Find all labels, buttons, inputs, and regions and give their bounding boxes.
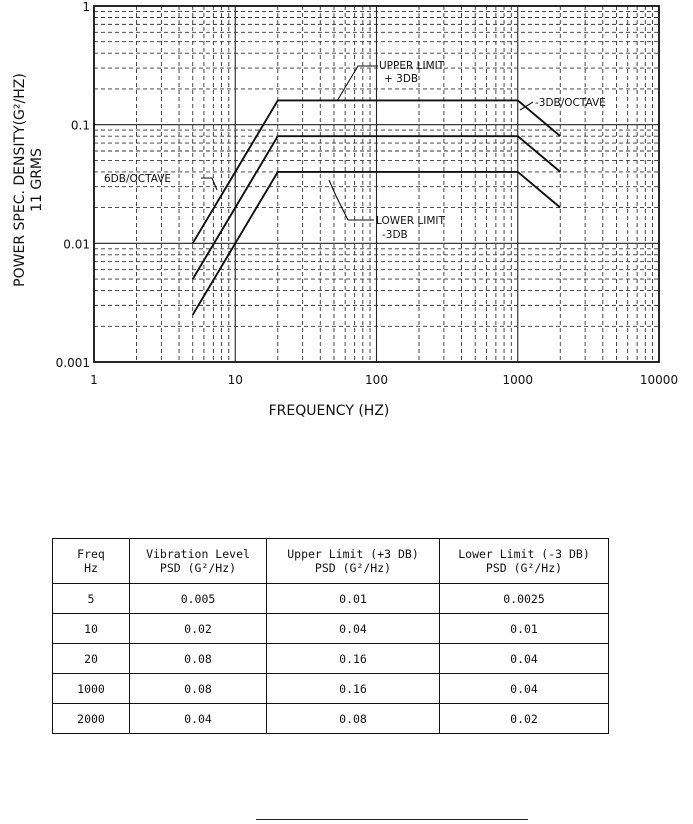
y-axis-label: POWER SPEC. DENSITY(G²/HZ) bbox=[12, 73, 28, 287]
annotation-upper-limit: UPPER LIMIT bbox=[379, 60, 445, 72]
header-freq: Freq Hz bbox=[53, 539, 130, 584]
cell-upper: 0.04 bbox=[267, 614, 440, 644]
lower-limit-leader bbox=[329, 180, 374, 220]
x-tick-labels bbox=[90, 373, 678, 387]
annotation-lower-limit-db: -3DB bbox=[382, 229, 408, 241]
cell-upper: 0.08 bbox=[267, 704, 440, 734]
table-row bbox=[53, 644, 609, 674]
cell-lower: 0.01 bbox=[440, 614, 609, 644]
x-tick-label: 100 bbox=[365, 373, 388, 387]
cell-vibration: 0.005 bbox=[130, 584, 267, 614]
table-row bbox=[53, 614, 609, 644]
header-lower-limit: Lower Limit (-3 DB) PSD (G²/Hz) bbox=[440, 539, 609, 584]
rampup-leader bbox=[201, 178, 217, 190]
table-row bbox=[53, 584, 609, 614]
header-upper-limit: Upper Limit (+3 DB) PSD (G²/Hz) bbox=[267, 539, 440, 584]
cell-upper: 0.16 bbox=[267, 674, 440, 704]
x-tick-label: 1000 bbox=[502, 373, 534, 387]
upper-limit-leader bbox=[337, 66, 378, 101]
cell-lower: 0.02 bbox=[440, 704, 609, 734]
y-tick-labels bbox=[56, 0, 90, 370]
cell-vibration: 0.08 bbox=[130, 674, 267, 704]
cell-vibration: 0.08 bbox=[130, 644, 267, 674]
header-vibration-level: Vibration Level PSD (G²/Hz) bbox=[130, 539, 267, 584]
chart-grid bbox=[94, 6, 659, 362]
cell-lower: 0.04 bbox=[440, 674, 609, 704]
y-tick-label: 0.1 bbox=[70, 118, 90, 133]
x-tick-label: 10000 bbox=[639, 373, 679, 387]
cell-freq: 5 bbox=[53, 584, 130, 614]
x-axis-label: FREQUENCY (HZ) bbox=[268, 403, 390, 419]
cell-freq: 20 bbox=[53, 644, 130, 674]
cell-freq: 10 bbox=[53, 614, 130, 644]
annotation-upper-limit-db: + 3DB bbox=[384, 73, 419, 85]
annotation-rampup: 6DB/OCTAVE bbox=[104, 173, 172, 185]
cell-upper: 0.01 bbox=[267, 584, 440, 614]
table-row bbox=[53, 674, 609, 704]
cell-lower: 0.04 bbox=[440, 644, 609, 674]
y-tick-label: 1 bbox=[82, 0, 90, 14]
cell-freq: 2000 bbox=[53, 704, 130, 734]
cell-vibration: 0.04 bbox=[130, 704, 267, 734]
bottom-rule bbox=[256, 819, 528, 820]
table-row bbox=[53, 704, 609, 734]
annotation-lower-limit: LOWER LIMIT bbox=[376, 215, 445, 227]
y-tick-label: 0.001 bbox=[55, 356, 90, 370]
annotation-rolloff: -3DB/OCTAVE bbox=[535, 97, 606, 109]
y-tick-label: 0.01 bbox=[63, 237, 90, 252]
table-header-row bbox=[53, 539, 609, 584]
x-tick-label: 1 bbox=[90, 373, 98, 387]
psd-table bbox=[52, 538, 609, 734]
cell-lower: 0.0025 bbox=[440, 584, 609, 614]
cell-vibration: 0.02 bbox=[130, 614, 267, 644]
x-tick-label: 10 bbox=[227, 373, 243, 387]
cell-upper: 0.16 bbox=[267, 644, 440, 674]
cell-freq: 1000 bbox=[53, 674, 130, 704]
y-axis-sublabel: 11 GRMS bbox=[29, 148, 45, 212]
